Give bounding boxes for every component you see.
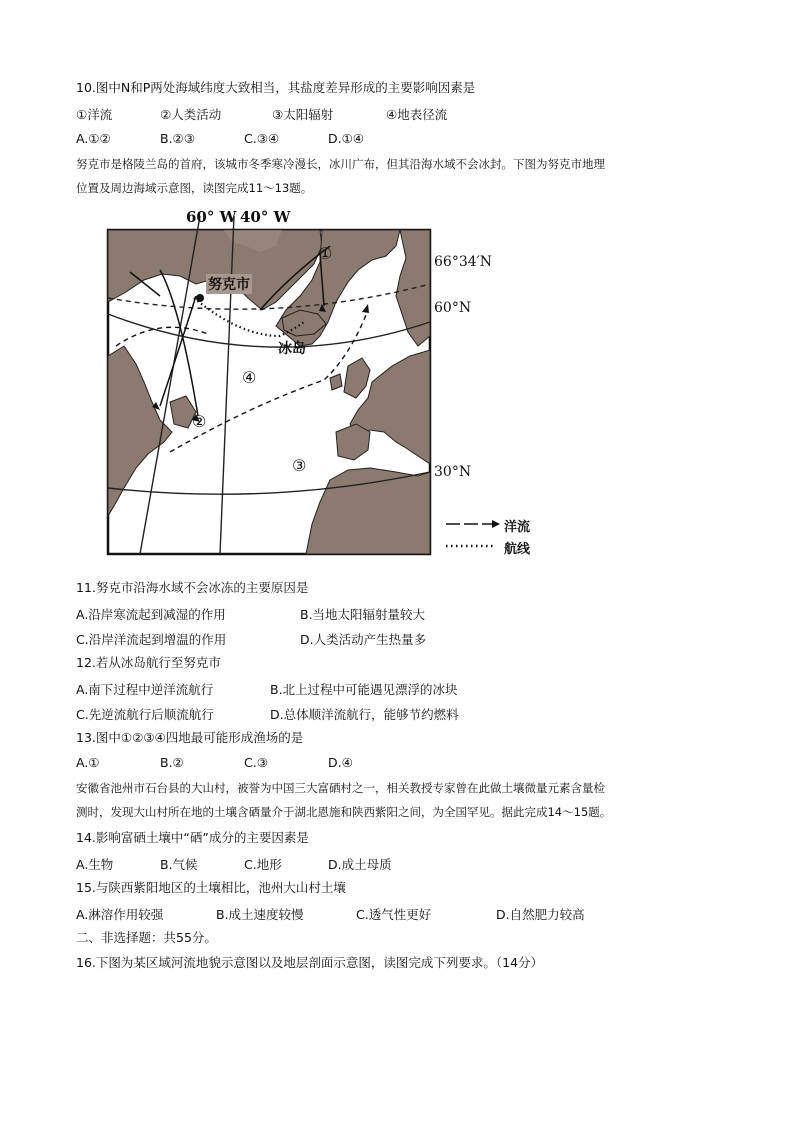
q12-option-a: A.南下过程中逆洋流航行 xyxy=(76,682,214,697)
question-12-stem: 12.若从冰岛航行至努克市 xyxy=(76,655,221,670)
legend-route-label: 航线 xyxy=(504,542,531,557)
section-2-heading: 二、非选择题：共55分。 xyxy=(76,930,217,945)
question-15-stem: 15.与陕西紫阳地区的土壤相比，池州大山村土壤 xyxy=(76,880,346,895)
legend-current-label: 洋流 xyxy=(504,520,531,535)
q10-option-a: A.①② xyxy=(76,131,111,146)
question-14-stem: 14.影响富硒土壤中“硒”成分的主要因素是 xyxy=(76,830,309,845)
latitude-60-label: 60°N xyxy=(434,300,472,316)
iceland-label: 冰岛 xyxy=(278,341,306,357)
q14-option-c: C.地形 xyxy=(244,857,282,872)
q14-option-a: A.生物 xyxy=(76,857,114,872)
q10-option-c: C.③④ xyxy=(244,131,280,146)
q14-option-d: D.成土母质 xyxy=(328,857,392,872)
question-16-stem: 16.下图为某区域河流地貌示意图以及地层剖面示意图，读图完成下列要求。（14分） xyxy=(76,955,544,970)
q13-option-d: D.④ xyxy=(328,755,353,770)
q15-option-a: A.淋溶作用较强 xyxy=(76,907,164,922)
nuuk-city-label: 努克市 xyxy=(206,274,252,294)
factor-1: ①洋流 xyxy=(76,107,113,122)
intro-paragraph-1-line-1: 努克市是格陵兰岛的首府，该城市冬季寒冷漫长，冰川广布，但其沿海水域不会冰封。下图为努克市地理 xyxy=(76,157,605,171)
q12-option-d: D.总体顺洋流航行，能够节约燃料 xyxy=(270,707,459,722)
longitude-40w-label: 40° W xyxy=(240,208,291,226)
factor-2: ②人类活动 xyxy=(160,107,222,122)
q11-option-c: C.沿岸洋流起到增温的作用 xyxy=(76,632,227,647)
factor-3: ③太阳辐射 xyxy=(272,107,334,122)
question-13-stem: 13.图中①②③④四地最可能形成渔场的是 xyxy=(76,730,304,745)
legend-symbols xyxy=(444,516,504,556)
marker-2: ② xyxy=(192,412,207,431)
q13-option-b: B.② xyxy=(160,755,184,770)
q12-option-b: B.北上过程中可能遇见漂浮的冰块 xyxy=(270,682,458,697)
q11-option-b: B.当地太阳辐射量较大 xyxy=(300,607,426,622)
latitude-30-label: 30°N xyxy=(434,464,472,480)
factor-4: ④地表径流 xyxy=(386,107,448,122)
question-11-stem: 11.努克市沿海水域不会冰冻的主要原因是 xyxy=(76,580,309,595)
q15-option-d: D.自然肥力较高 xyxy=(496,907,585,922)
q15-option-c: C.透气性更好 xyxy=(356,907,432,922)
q11-option-a: A.沿岸寒流起到减湿的作用 xyxy=(76,607,226,622)
nuuk-location-map xyxy=(100,206,560,562)
intro-paragraph-1-line-2: 位置及周边海域示意图，读图完成11～13题。 xyxy=(76,181,313,195)
question-10-stem: 10.图中N和P两处海域纬度大致相当，其盐度差异形成的主要影响因素是 xyxy=(76,80,476,95)
q13-option-a: A.① xyxy=(76,755,100,770)
latitude-66-label: 66°34′N xyxy=(434,254,493,270)
q10-option-d: D.①④ xyxy=(328,131,365,146)
marker-4: ④ xyxy=(242,368,257,387)
longitude-60w-label: 60° W xyxy=(186,208,237,226)
marker-3: ③ xyxy=(292,456,307,475)
q15-option-b: B.成土速度较慢 xyxy=(216,907,304,922)
q14-option-b: B.气候 xyxy=(160,857,198,872)
intro-paragraph-2-line-2: 测时，发现大山村所在地的土壤含硒量介于湖北恩施和陕西紫阳之间，为全国罕见。据此完成14～15题。 xyxy=(76,805,612,819)
q10-option-b: B.②③ xyxy=(160,131,195,146)
intro-paragraph-2-line-1: 安徽省池州市石台县的大山村，被誉为中国三大富硒村之一，相关教授专家曾在此做土壤微量元素含量检 xyxy=(76,781,605,795)
q12-option-c: C.先逆流航行后顺流航行 xyxy=(76,707,214,722)
q11-option-d: D.人类活动产生热量多 xyxy=(300,632,427,647)
marker-1: ① xyxy=(318,244,333,263)
q13-option-c: C.③ xyxy=(244,755,268,770)
